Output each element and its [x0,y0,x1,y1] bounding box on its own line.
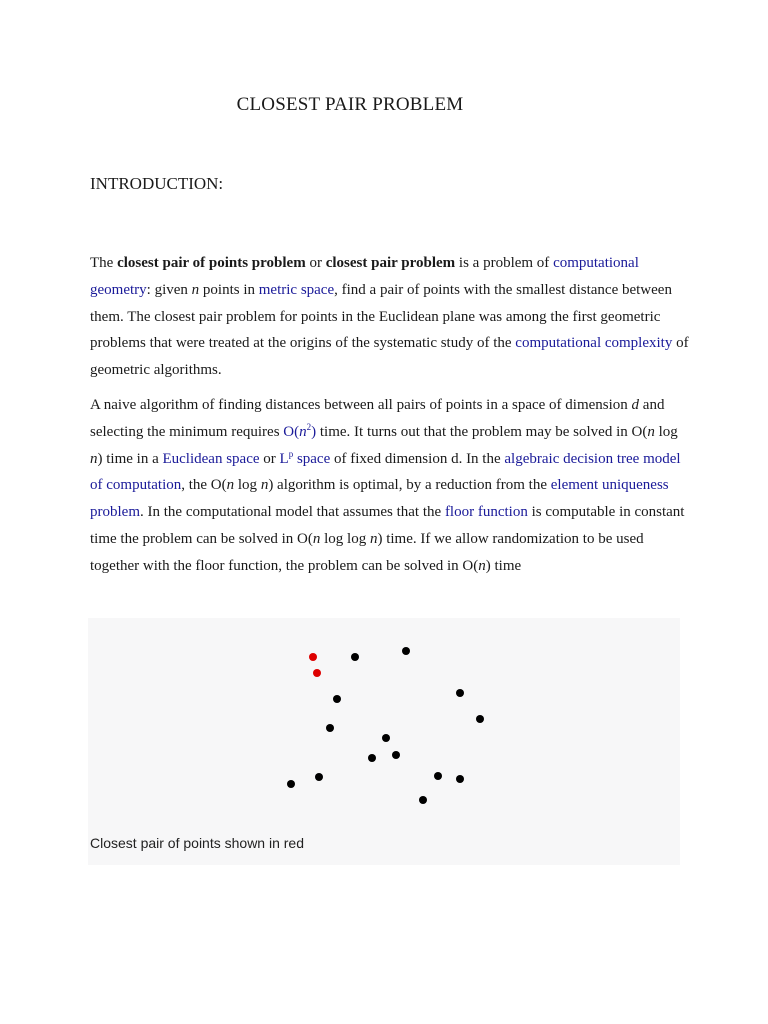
point [434,772,442,780]
intro-paragraph [90,250,690,384]
text: ) time. If we allow randomization to be used together with the floor function, the problem can be solved in O( [90,530,644,574]
point [368,754,376,762]
point [326,724,334,732]
math-var: n [260,477,269,494]
superscript: 2 [306,421,312,432]
text: log [654,423,678,440]
point [402,647,410,655]
math-var: n [191,281,200,298]
text: points in [199,281,259,298]
text: is a problem of [455,255,554,271]
math-var: n [647,423,655,440]
text: , the O( [181,477,227,494]
text: ) algorithm is optimal, by a reduction from the [268,477,551,494]
document-title: CLOSEST PAIR PROBLEM [236,94,464,115]
text: ) [311,423,317,440]
text: of geometric algorithms. [90,335,689,379]
bold-term: closest pair problem [325,255,456,271]
text: ) time [485,557,522,574]
math-var: n [369,530,378,547]
text: L [279,450,289,467]
point-set-illustration [88,618,680,828]
math-var: n [299,423,307,440]
text: or [305,255,326,271]
math-var: n [478,557,486,574]
closest-pair-figure [88,618,680,865]
text: and selecting the minimum requires [90,397,665,440]
text: , find a pair of points with the smallest distance between them. The closest pair problem for points in the Euclidean plane was among the first geometric problems that were treated at the origins of the systematic study of the [90,281,672,352]
text: is computable in constant time the problem can be solved in O( [90,504,685,547]
link-computational-complexity[interactable]: computational complexity [515,335,673,352]
section-heading: INTRODUCTION: [90,174,224,193]
link-element-uniqueness-problem[interactable]: element uniqueness problem [90,477,669,521]
link-floor-function[interactable]: floor function [444,504,528,521]
text: . In the computational model that assumes that the [140,504,445,521]
link-big-o-n-squared[interactable] [283,421,317,440]
link-euclidean-space[interactable]: Euclidean space [162,450,260,467]
link-algebraic-decision-tree[interactable]: algebraic decision tree model of computation [90,450,681,494]
math-var: n [226,477,235,494]
closest-pair-point [309,653,317,661]
text: ) time in a [97,450,163,467]
text: of fixed dimension d. In the [330,450,505,467]
text: or [259,450,280,467]
point [456,689,464,697]
point [287,780,295,788]
point [315,773,323,781]
algorithm-paragraph [90,392,690,580]
superscript: p [288,448,294,459]
text: A naive algorithm of finding distances between all pairs of points in a space of dimension [90,397,632,413]
point [419,796,427,804]
text: log log [320,530,370,547]
math-var: d [631,397,640,413]
closest-pair-point [313,669,321,677]
text: time. It turns out that the problem may be solved in O( [316,423,648,440]
text: O( [283,423,300,440]
math-var: n [90,450,98,467]
math-var: n [312,530,321,547]
text: The [90,255,118,271]
figure-caption: Closest pair of points shown in red [90,835,304,851]
point [392,751,400,759]
text: : given [146,281,192,298]
link-computational-geometry[interactable]: computational geometry [90,255,639,298]
bold-term: closest pair of points problem [117,255,306,271]
point [382,734,390,742]
text: log [234,477,261,494]
text: space [293,450,331,467]
point [351,653,359,661]
point [476,715,484,723]
point [456,775,464,783]
point [333,695,341,703]
link-lp-space[interactable] [279,448,331,467]
link-metric-space[interactable]: metric space [258,281,335,298]
